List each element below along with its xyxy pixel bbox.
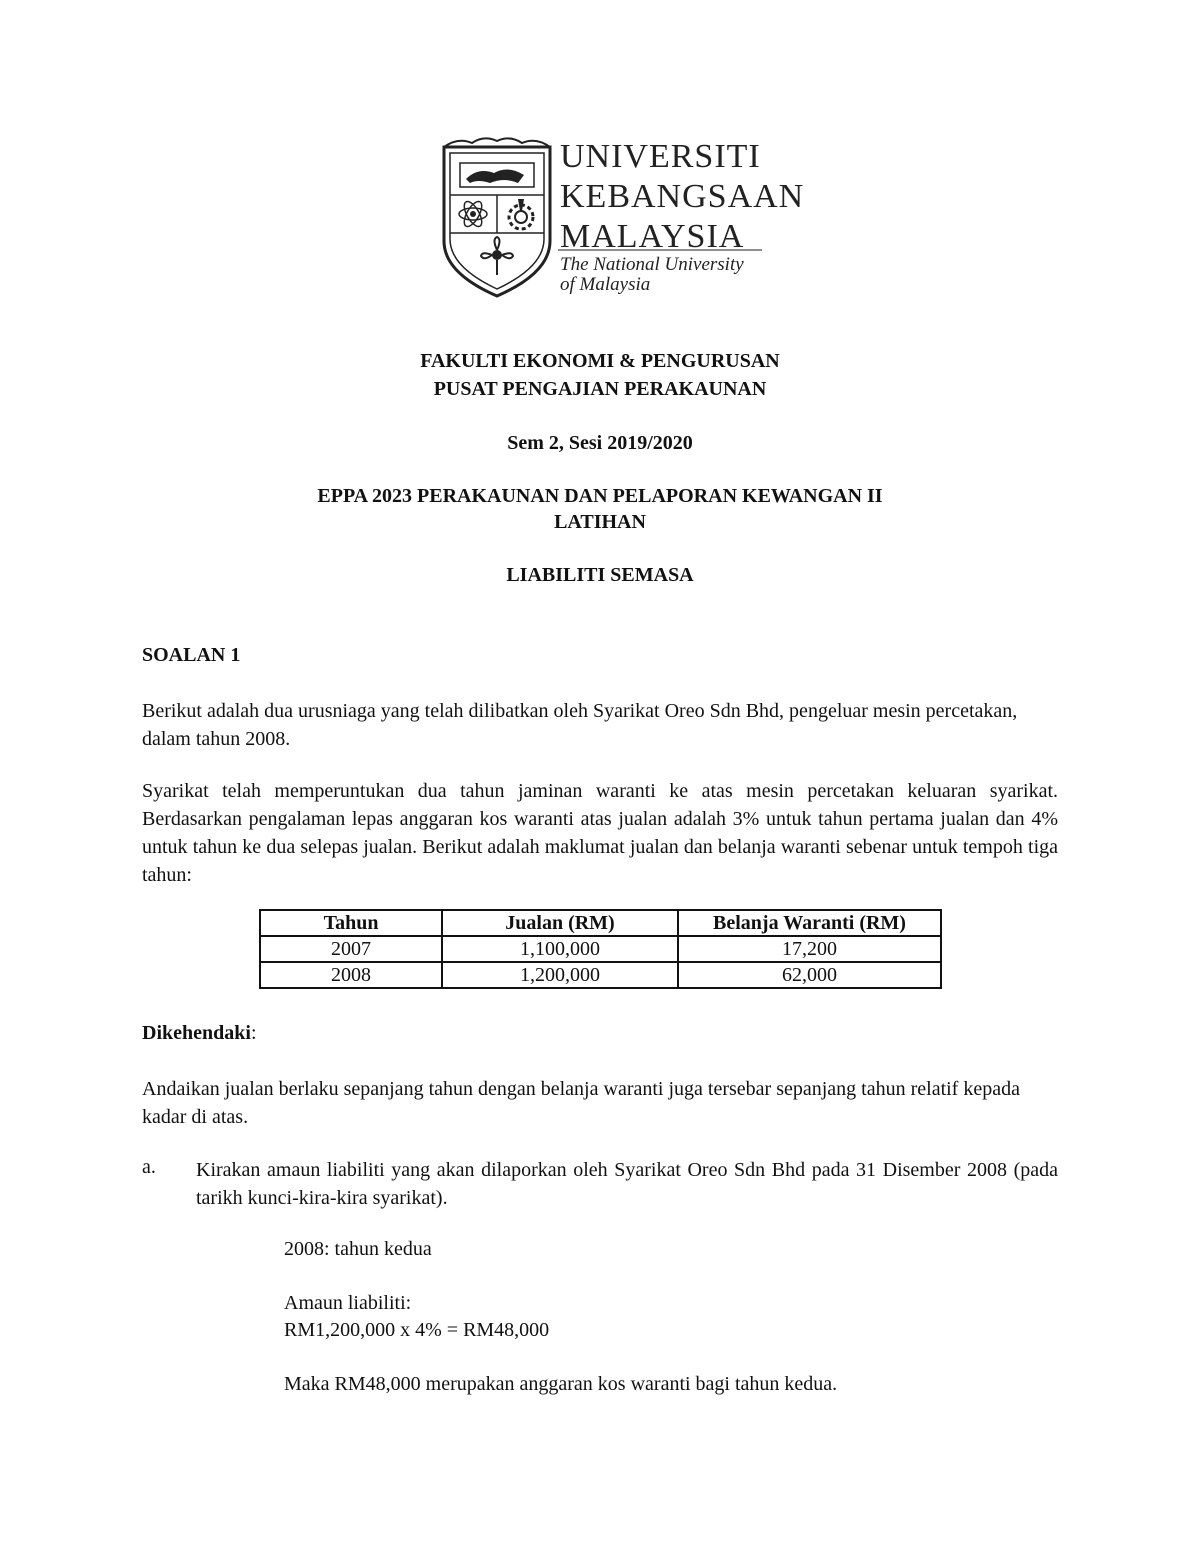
question-body: Syarikat telah memperuntukan dua tahun jaminan waranti ke atas mesin percetakan keluaran syarikat. Berdasarkan pengalaman lepas anggaran kos waranti atas jualan adalah 3% untuk tahun pertama jualan dan 4% untuk tahun ke dua selepas jualan. Berikut adalah maklumat jualan dan belanja waranti sebenar untuk tempoh tiga tahun: bbox=[142, 780, 1058, 886]
question-title: SOALAN 1 bbox=[142, 644, 241, 666]
table-cell-warranty: 17,200 bbox=[678, 936, 941, 962]
answer-line-conclusion: Maka RM48,000 merupakan anggaran kos waranti bagi tahun kedua. bbox=[284, 1373, 838, 1395]
table-cell-warranty: 62,000 bbox=[678, 962, 941, 988]
logo-line-kebangsaan: KEBANGSAAN bbox=[560, 178, 805, 215]
column-header-sales: Jualan (RM) bbox=[442, 910, 678, 936]
table-cell-year: 2008 bbox=[260, 962, 442, 988]
answer-line-calculation: RM1,200,000 x 4% = RM48,000 bbox=[284, 1319, 550, 1341]
table-header-row bbox=[260, 910, 941, 936]
item-a-text: Kirakan amaun liabiliti yang akan dilaporkan oleh Syarikat Oreo Sdn Bhd pada 31 Disember 2008 (pada tarikh kunci-kira-kira syarikat). bbox=[196, 1159, 1058, 1209]
answer-line-year: 2008: tahun kedua bbox=[284, 1238, 432, 1260]
topic-heading: LIABILITI SEMASA bbox=[506, 564, 694, 586]
logo-tagline-2: of Malaysia bbox=[560, 274, 651, 295]
question-intro: Berikut adalah dua urusniaga yang telah dilibatkan oleh Syarikat Oreo Sdn Bhd, pengeluar mesin percetakan, dalam tahun 2008. bbox=[142, 700, 1018, 750]
table-row bbox=[260, 962, 941, 988]
school-heading: PUSAT PENGAJIAN PERAKAUNAN bbox=[433, 378, 767, 400]
logo-tagline-1: The National University bbox=[560, 254, 744, 275]
item-a-marker: a. bbox=[142, 1156, 156, 1178]
table-cell-sales: 1,100,000 bbox=[442, 936, 678, 962]
warranty-table bbox=[259, 909, 942, 989]
required-label: Dikehendaki bbox=[142, 1022, 251, 1044]
course-heading: EPPA 2023 PERAKAUNAN DAN PELAPORAN KEWANGAN II bbox=[317, 485, 883, 507]
session-heading: Sem 2, Sesi 2019/2020 bbox=[507, 432, 693, 454]
required-colon: : bbox=[250, 1022, 257, 1044]
exercise-type-heading: LATIHAN bbox=[554, 511, 646, 533]
logo-line-malaysia: MALAYSIA bbox=[560, 218, 745, 255]
faculty-heading: FAKULTI EKONOMI & PENGURUSAN bbox=[420, 350, 780, 372]
required-heading bbox=[142, 1022, 257, 1045]
logo-line-universiti: UNIVERSITI bbox=[560, 138, 761, 175]
table-cell-sales: 1,200,000 bbox=[442, 962, 678, 988]
answer-line-liability-label: Amaun liabiliti: bbox=[284, 1292, 412, 1314]
column-header-year: Tahun bbox=[260, 910, 442, 936]
table-row bbox=[260, 936, 941, 962]
table-cell-year: 2007 bbox=[260, 936, 442, 962]
column-header-warranty-expense: Belanja Waranti (RM) bbox=[678, 910, 941, 936]
required-assumption: Andaikan jualan berlaku sepanjang tahun dengan belanja waranti juga tersebar sepanjang tahun relatif kepada kadar di atas. bbox=[142, 1078, 1020, 1128]
